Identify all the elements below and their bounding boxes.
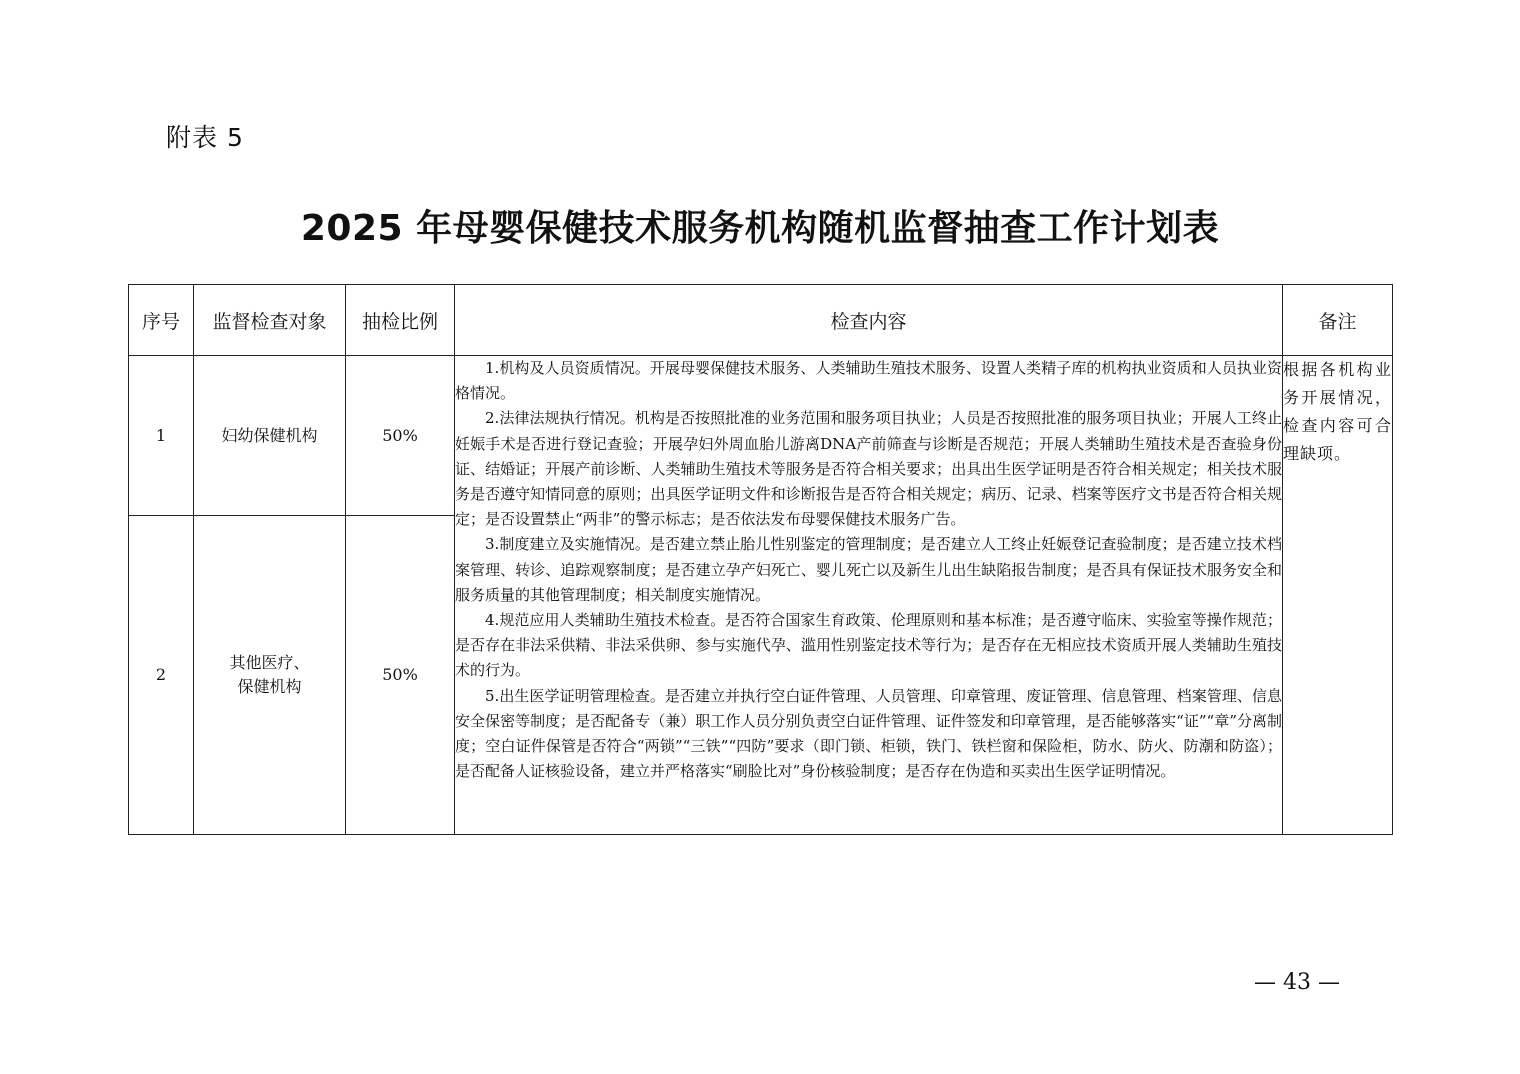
document-title: 2025 年母婴保健技术服务机构随机监督抽查工作计划表 — [300, 208, 1220, 249]
content-item-2: 2.法律法规执行情况。机构是否按照批准的业务范围和服务项目执业；人员是否按照批准的服务项目执业；开展人工终止妊娠手术是否进行登记查验；开展孕妇外周血胎儿游离DNA产前筛查与诊断是否规范；开展人类辅助生殖技术是否查验身份证、结婚证；开展产前诊断、人类辅助生殖技术等服务是否符合相关要求；出具出生医学证明是否符合相关规定；相关技术服务是否遵守知情同意的原则；出具医学证明文件和诊断报告是否符合相关规定；病历、记录、档案等医疗文书是否符合相关规定；是否设置禁止“两非”的警示标志；是否依法发布母婴保健技术服务广告。 — [455, 409, 1282, 529]
row-2-ratio: 50% — [346, 516, 455, 835]
inspection-plan-table — [128, 284, 1393, 835]
row-2-index: 2 — [129, 516, 194, 835]
table-row — [129, 356, 1393, 516]
inspection-content-cell — [455, 356, 1283, 835]
header-ratio: 抽检比例 — [346, 285, 455, 356]
row-2-target: 其他医疗、 保健机构 — [194, 516, 346, 835]
content-item-3: 3.制度建立及实施情况。是否建立禁止胎儿性别鉴定的管理制度；是否建立人工终止妊娠登记查验制度；是否建立技术档案管理、转诊、追踪观察制度；是否建立孕产妇死亡、婴儿死亡以及新生儿出生缺陷报告制度；是否具有保证技术服务安全和服务质量的其他管理制度；相关制度实施情况。 — [455, 535, 1282, 604]
header-content: 检查内容 — [455, 285, 1283, 356]
row-1-ratio: 50% — [346, 356, 455, 516]
page-number: — 43 — — [1254, 970, 1340, 995]
row-1-index: 1 — [129, 356, 194, 516]
header-remark: 备注 — [1283, 285, 1393, 356]
content-item-4: 4.规范应用人类辅助生殖技术检查。是否符合国家生育政策、伦理原则和基本标准；是否遵守临床、实验室等操作规范；是否存在非法采供精、非法采供卵、参与实施代孕、滥用性别鉴定技术等行为；是否存在无相应技术资质开展人类辅助生殖技术的行为。 — [455, 611, 1282, 680]
content-item-5: 5.出生医学证明管理检查。是否建立并执行空白证件管理、人员管理、印章管理、废证管理、信息管理、档案管理、信息安全保密等制度；是否配备专（兼）职工作人员分别负责空白证件管理、证件签发和印章管理，是否能够落实“证”“章”分离制度；空白证件保管是否符合“两锁”“三铁”“四防”要求（即门锁、柜锁，铁门、铁栏窗和保险柜，防水、防火、防潮和防盗）；是否配备人证核验设备，建立并严格落实“刷脸比对”身份核验制度；是否存在伪造和买卖出生医学证明情况。 — [455, 686, 1282, 781]
table-header-row — [129, 285, 1393, 356]
content-item-1: 1.机构及人员资质情况。开展母婴保健技术服务、人类辅助生殖技术服务、设置人类精子库的机构执业资质和人员执业资格情况。 — [455, 359, 1282, 403]
appendix-label: 附表 5 — [166, 123, 244, 152]
row-1-target: 妇幼保健机构 — [194, 356, 346, 516]
header-target: 监督检查对象 — [194, 285, 346, 356]
header-index: 序号 — [129, 285, 194, 356]
remark-cell: 根据各机构业务开展情况，检查内容可合理缺项。 — [1283, 356, 1393, 835]
